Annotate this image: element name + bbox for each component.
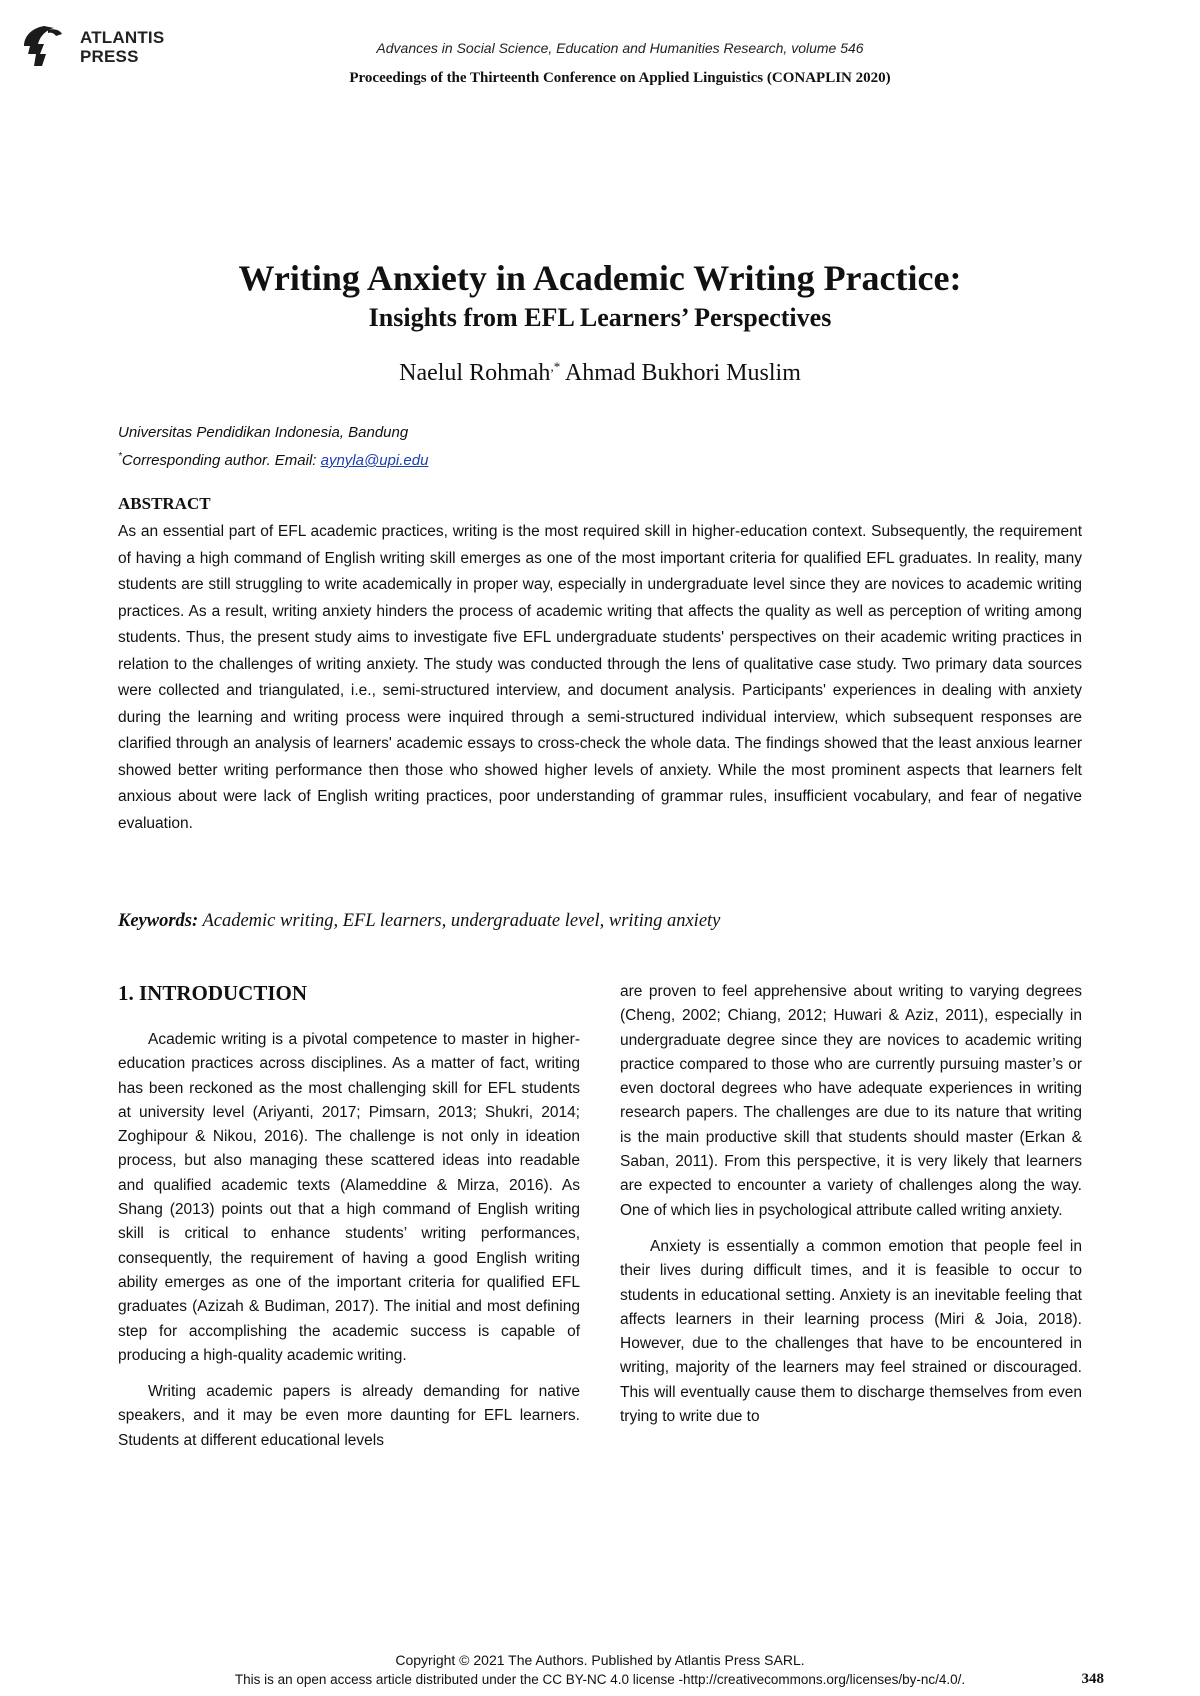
paragraph: Academic writing is a pivotal competence to master in higher-education practices across disciplines. As a matter of fact, writing has been reckoned as the most challenging skill for EFL students at university level (Ariyanti, 2017; Pimsarn, 2013; Shukri, 2014; Zoghipour & Nikou, 2016). The challenge is not only in ideation process, but also managing these scattered ideas into readable and qualified academic texts (Alameddine & Mirza, 2016). As Shang (2013) points out that a high command of English writing skill is critical to enhance students’ writing performances, consequently, the requirement of having a good English writing ability emerges as one of the important criteria for qualified EFL graduates (Azizah & Budiman, 2017). The initial and most defining step for accomplishing the academic success is capable of producing a high-quality academic writing. bbox=[118, 1031, 580, 1364]
copyright-line: Copyright © 2021 The Authors. Published by Atlantis Press SARL. bbox=[395, 1652, 805, 1668]
logo-text-atlantis: ATLANTIS bbox=[80, 28, 165, 47]
paragraph: Writing academic papers is already demanding for native speakers, and it may be even more daunting for EFL learners. Students at different educational levels bbox=[118, 1383, 580, 1449]
keywords-text: Academic writing, EFL learners, undergraduate level, writing anxiety bbox=[198, 911, 721, 931]
affiliation-block bbox=[118, 421, 428, 473]
paper-subtitle: Insights from EFL Learners’ Perspectives bbox=[368, 303, 832, 332]
proceedings-text: Proceedings of the Thirteenth Conference on Applied Linguistics (CONAPLIN 2020) bbox=[349, 70, 891, 86]
page-number: 348 bbox=[1081, 1671, 1104, 1687]
journal-text: Advances in Social Science, Education and Humanities Research, volume 546 bbox=[376, 40, 864, 56]
abstract-heading: ABSTRACT bbox=[118, 494, 211, 513]
email-link[interactable]: aynyla@upi.edu bbox=[320, 452, 429, 469]
author-name: Naelul Rohmah bbox=[399, 360, 551, 386]
abstract-text: As an essential part of EFL academic practices, writing is the most required skill in higher-education context. Subsequently, the requirement of having a high command of English writing skill emerges as one of the most important criteria for qualified EFL graduates. In reality, many students are still struggling to write academically in proper way, especially in undergraduate level since they are novices to academic writing practices. As a result, writing anxiety hinders the process of academic writing that affects the quality as well as perception of writing among students. Thus, the present study aims to investigate five EFL undergraduate students' perspectives on their academic writing practices in relation to the challenges of writing anxiety. The study was conducted through the lens of qualitative case study. Two primary data sources were collected and triangulated, i.e., semi-structured interview, and document analysis. Participants' experiences in dealing with anxiety during the learning and writing process were inquired through a semi-structured individual interview, which subsequent responses are clarified through an analysis of learners' academic essays to cross-check the whole data. The findings showed that the least anxious learner showed better writing performance then those who showed higher levels of anxiety. While the most prominent aspects that learners felt anxious about were lack of English writing practices, poor understanding of grammar rules, insufficient vocabulary, and fear of negative evaluation. bbox=[118, 523, 1082, 832]
license-line: This is an open access article distributed under the CC BY-NC 4.0 license -http://creativecommons.org/licenses/by-nc/4.0/. bbox=[234, 1672, 966, 1687]
section-heading: 1. INTRODUCTION bbox=[118, 981, 308, 1005]
author-name: Ahmad Bukhori Muslim bbox=[560, 360, 801, 386]
paragraph: are proven to feel apprehensive about writing to varying degrees (Cheng, 2002; Chiang, 2012; Huwari & Aziz, 2011), especially in undergraduate degree since they are novices to academic writing practice compared to those who are currently pursuing master’s or even doctoral degrees who have adequate experiences in writing research papers. The challenges are due to its nature that writing is the main productive skill that students should master (Erkan & Saban, 2011). From this perspective, it is very likely that learners are expected to encounter a variety of challenges along the way. One of which lies in psychological attribute called writing anxiety. bbox=[620, 983, 1082, 1219]
logo-text-press: PRESS bbox=[80, 47, 139, 66]
author-list bbox=[0, 359, 1200, 387]
proceedings-line bbox=[0, 70, 1200, 87]
right-column bbox=[620, 980, 1082, 1441]
corresponding-author bbox=[118, 445, 428, 473]
author-mark: ,* bbox=[550, 359, 561, 374]
keywords-line bbox=[118, 911, 720, 932]
affiliation: Universitas Pendidikan Indonesia, Bandung bbox=[118, 424, 409, 441]
corresponding-mark: * bbox=[118, 451, 122, 462]
corresponding-label: Corresponding author. Email: bbox=[121, 452, 321, 469]
paper-title: Writing Anxiety in Academic Writing Practice: bbox=[238, 258, 962, 298]
left-column bbox=[118, 980, 580, 1465]
keywords-label: Keywords: bbox=[118, 911, 199, 931]
paragraph: Anxiety is essentially a common emotion that people feel in their lives during difficult times, and it is feasible to occur to students in educational setting. Anxiety is an inevitable feeling that affects learners in their learning process (Miri & Joia, 2018). However, due to the challenges that have to be encountered in writing, majority of the learners may feel strained or discouraged. This will eventually cause them to discharge themselves from even trying to write due to bbox=[620, 1237, 1082, 1426]
journal-line bbox=[0, 40, 1200, 56]
